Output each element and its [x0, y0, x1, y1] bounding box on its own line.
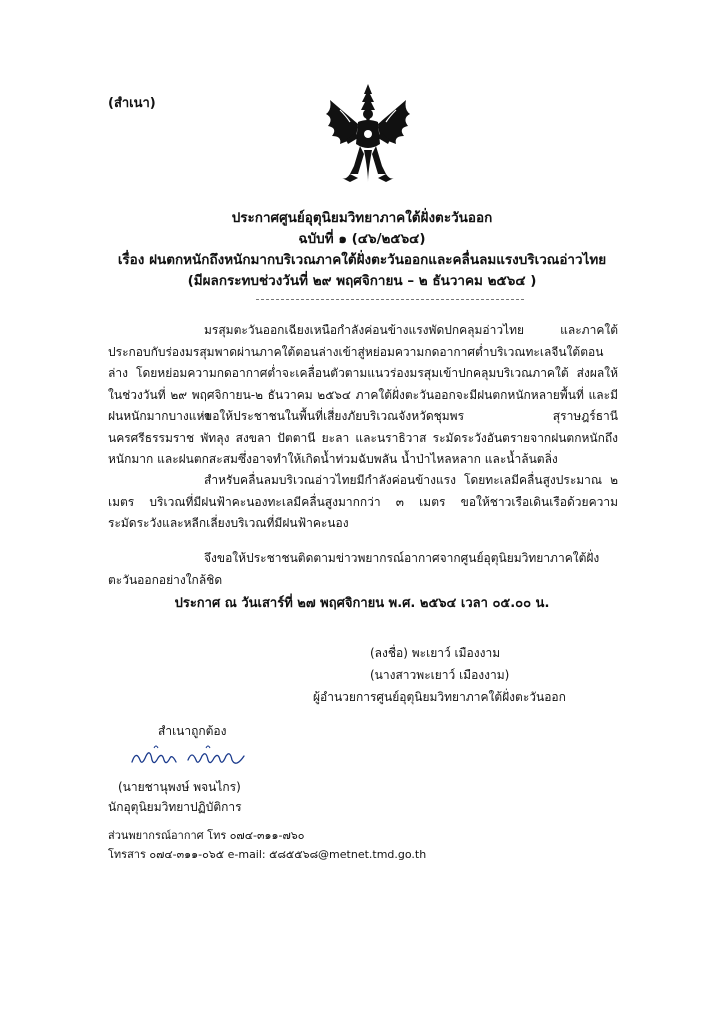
- paragraph-text: จึงขอให้ประชาชนติดตามข่าวพยากรณ์อากาศจากศูนย์อุตุนิยมวิทยาภาคใต้ฝั่งตะวันออกอย่างใกล้ชิด: [108, 551, 600, 587]
- paragraph-text: มรสุมตะวันออกเฉียงเหนือกำลังค่อนข้างแรงพัดปกคลุมอ่าวไทย และภาคใต้ ประกอบกับร่องมรสุมพาดผ่านภาคใต้ตอนล่างเข้าสู่หย่อมความกดอากาศต่ำบริเวณทะเลจีนใต้ตอนล่าง โดยหย่อมความกดอากาศต่ำจะเคลื่อนตัวตามแนวร่องมรสุมเข้าปกคลุมบริเวณภาคใต้ ส่งผลให้ในช่วงวันที่ ๒๙ พฤศจิกายน-๒ ธันวาคม ๒๕๖๔ ภาคใต้ฝั่งตะวันออกจะมีฝนตกหนักหลายพื้นที่ และมีฝนหนักมากบางแห่ง: [108, 323, 618, 423]
- certified-copy-label: สำเนาถูกต้อง: [158, 724, 227, 738]
- certifier-position: นักอุตุนิยมวิทยาปฏิบัติการ: [108, 800, 242, 814]
- announcement-date: ประกาศ ณ วันเสาร์ที่ ๒๗ พฤศจิกายน พ.ศ. ๒๕๖๔ เวลา ๐๕.๐๐ น.: [174, 596, 550, 611]
- subject-line: เรื่อง ฝนตกหนักถึงหนักมากบริเวณภาคใต้ฝั่งตะวันออกและคลื่นลมแรงบริเวณอ่าวไทย: [117, 252, 607, 268]
- signature-position: ผู้อำนวยการศูนย์อุตุนิยมวิทยาภาคใต้ฝั่งตะวันออก: [313, 690, 566, 704]
- contact-phone: ส่วนพยากรณ์อากาศ โทร ๐๗๔-๓๑๑-๗๖๐: [108, 829, 305, 842]
- paragraph-closing: [108, 548, 618, 591]
- copy-mark: (สำเนา): [108, 96, 156, 111]
- effect-period: (มีผลกระทบช่วงวันที่ ๒๙ พฤศจิกายน – ๒ ธันวาคม ๒๕๖๔ ): [187, 273, 537, 289]
- certifier-name: (นายชานุพงษ์ พจนไกร): [118, 780, 241, 794]
- issue-number: ฉบับที่ ๑ (๔๖/๒๕๖๔): [298, 231, 426, 247]
- paragraph-sea-conditions: [108, 470, 618, 535]
- paragraph-warning-areas: [108, 406, 618, 471]
- signature-name: (นางสาวพะเยาว์ เมืองงาม): [370, 668, 510, 682]
- garuda-emblem-icon: [320, 82, 416, 186]
- contact-fax-email: โทรสาร ๐๗๔-๓๑๑-๐๖๕ e-mail: ๕๘๕๕๖๘@metnet.tmd.go.th: [108, 848, 427, 861]
- paragraph-text: ขอให้ประชาชนในพื้นที่เสี่ยงภัยบริเวณจังหวัดชุมพร สุราษฎร์ธานี นครศรีธรรมราช พัทลุง สงขลา ปัตตานี ยะลา และนราธิวาส ระมัดระวังอันตรายจากฝนตกหนักถึงหนักมาก และฝนตกสะสมซึ่งอาจทำให้เกิดน้ำท่วมฉับพลัน น้ำป่าไหลหลาก และน้ำล้นตลิ่ง: [108, 409, 618, 466]
- signature-signed: (ลงชื่อ) พะเยาว์ เมืองงาม: [370, 646, 501, 660]
- divider: [256, 299, 524, 300]
- paragraph-text: สำหรับคลื่นลมบริเวณอ่าวไทยมีกำลังค่อนข้างแรง โดยทะเลมีคลื่นสูงประมาณ ๒ เมตร บริเวณที่มีฝนฟ้าคะนองทะเลมีคลื่นสูงมากกว่า ๓ เมตร ขอให้ชาวเรือเดินเรือด้วยความระมัดระวังและหลีกเลี่ยงบริเวณที่มีฝนฟ้าคะนอง: [108, 473, 618, 530]
- announcement-title: ประกาศศูนย์อุตุนิยมวิทยาภาคใต้ฝั่งตะวันออก: [231, 210, 493, 226]
- handwritten-signature: [128, 742, 254, 772]
